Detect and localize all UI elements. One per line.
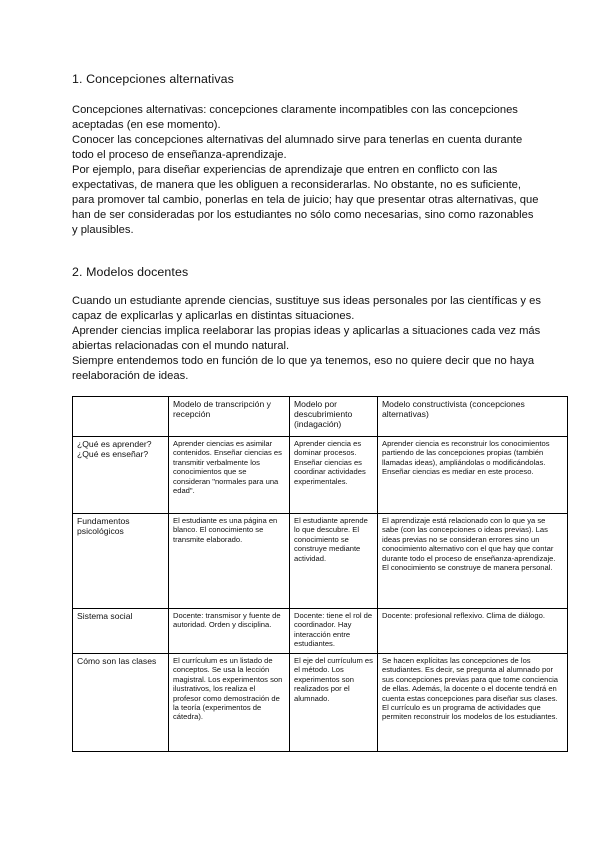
table-header-cell: Modelo constructivista (concepciones alternativas) <box>378 397 568 437</box>
table-cell: El aprendizaje está relacionado con lo que ya se sabe (con las concepciones o ideas previas). Las ideas previas no se consideran errores sino un conocimiento alternativo con el que hay que contar durante todo el proceso de enseñanza-aprendizaje. El conocimiento se construye de manera personal. <box>378 514 568 609</box>
table-cell: El estudiante aprende lo que descubre. El conocimiento se construye mediante actividad. <box>290 514 378 609</box>
paragraph: Cuando un estudiante aprende ciencias, sustituye sus ideas personales por las científicas y es capaz de explicarlas y aplicarlas en distintas situaciones. <box>72 295 541 322</box>
section-title-1: 1. Concepciones alternativas <box>72 72 234 86</box>
paragraph: Concepciones alternativas: concepciones claramente incompatibles con las concepciones aceptadas (en ese momento). <box>72 104 518 131</box>
table-cell: Se hacen explícitas las concepciones de los estudiantes. Es decir, se pregunta al alumnado por sus concepciones previas para que tome conciencia de ellas. Además, la docente o el docente tendrá en cuenta estas concepciones para diseñar sus clases. El currículo es un programa de actividades que permiten reconstruir los modelos de los estudiantes. <box>378 654 568 752</box>
section-body-2 <box>72 294 542 384</box>
table-cell: El eje del currículum es el método. Los experimentos son realizados por el alumnado. <box>290 654 378 752</box>
table-cell: Docente: tiene el rol de coordinador. Hay interacción entre estudiantes. <box>290 609 378 654</box>
table-row <box>73 609 568 654</box>
row-label: Fundamentos psicológicos <box>73 514 169 609</box>
paragraph: Conocer las concepciones alternativas del alumnado sirve para tenerlas en cuenta durante todo el proceso de enseñanza-aprendizaje. <box>72 134 523 161</box>
table-cell: Aprender ciencia es dominar procesos. Enseñar ciencias es coordinar actividades experimentales. <box>290 437 378 514</box>
paragraph: Aprender ciencias implica reelaborar las propias ideas y aplicarlas a situaciones cada vez más abiertas relacionadas con el mundo natural. <box>72 325 541 352</box>
table-cell: Aprender ciencia es reconstruir los conocimientos partiendo de las concepciones propias (también llamadas ideas), ampliándolas o modificándolas. Enseñar ciencias es mediar en este proceso. <box>378 437 568 514</box>
teaching-models-table <box>72 396 568 752</box>
table-row <box>73 654 568 752</box>
table-cell: Aprender ciencias es asimilar contenidos. Enseñar ciencias es transmitir verbalmente los conocimientos que se consideran "normales para una edad". <box>169 437 290 514</box>
table-cell: Docente: profesional reflexivo. Clima de diálogo. <box>378 609 568 654</box>
row-label: Sistema social <box>73 609 169 654</box>
table-header-cell: Modelo por descubrimiento (indagación) <box>290 397 378 437</box>
table-cell: El estudiante es una página en blanco. El conocimiento se transmite elaborado. <box>169 514 290 609</box>
row-label: Cómo son las clases <box>73 654 169 752</box>
table-header-row <box>73 397 568 437</box>
table-header-cell: Modelo de transcripción y recepción <box>169 397 290 437</box>
section-title-2: 2. Modelos docentes <box>72 265 189 279</box>
paragraph: Por ejemplo, para diseñar experiencias de aprendizaje que entren en conflicto con las expectativas, de manera que les obliguen a reconsiderarlas. No obstante, no es suficiente, para promover tal cambio, ponerlas en tela de juicio; hay que presentar otras alternativas, que han de ser consideradas por los estudiantes no sólo como necesarias, sino como razonables y plausibles. <box>72 164 539 236</box>
table-cell: El currículum es un listado de conceptos. Se usa la lección magistral. Los experimentos son ilustrativos, los realiza el profesor como demostración de la teoría (experimentos de cátedra). <box>169 654 290 752</box>
table-cell: Docente: transmisor y fuente de autoridad. Orden y disciplina. <box>169 609 290 654</box>
table-header-cell <box>73 397 169 437</box>
table-row <box>73 437 568 514</box>
paragraph: Siempre entendemos todo en función de lo que ya tenemos, eso no quiere decir que no haya reelaboración de ideas. <box>72 355 535 382</box>
row-label: ¿Qué es aprender? ¿Qué es enseñar? <box>73 437 169 514</box>
table-row <box>73 514 568 609</box>
section-body-1 <box>72 103 542 238</box>
